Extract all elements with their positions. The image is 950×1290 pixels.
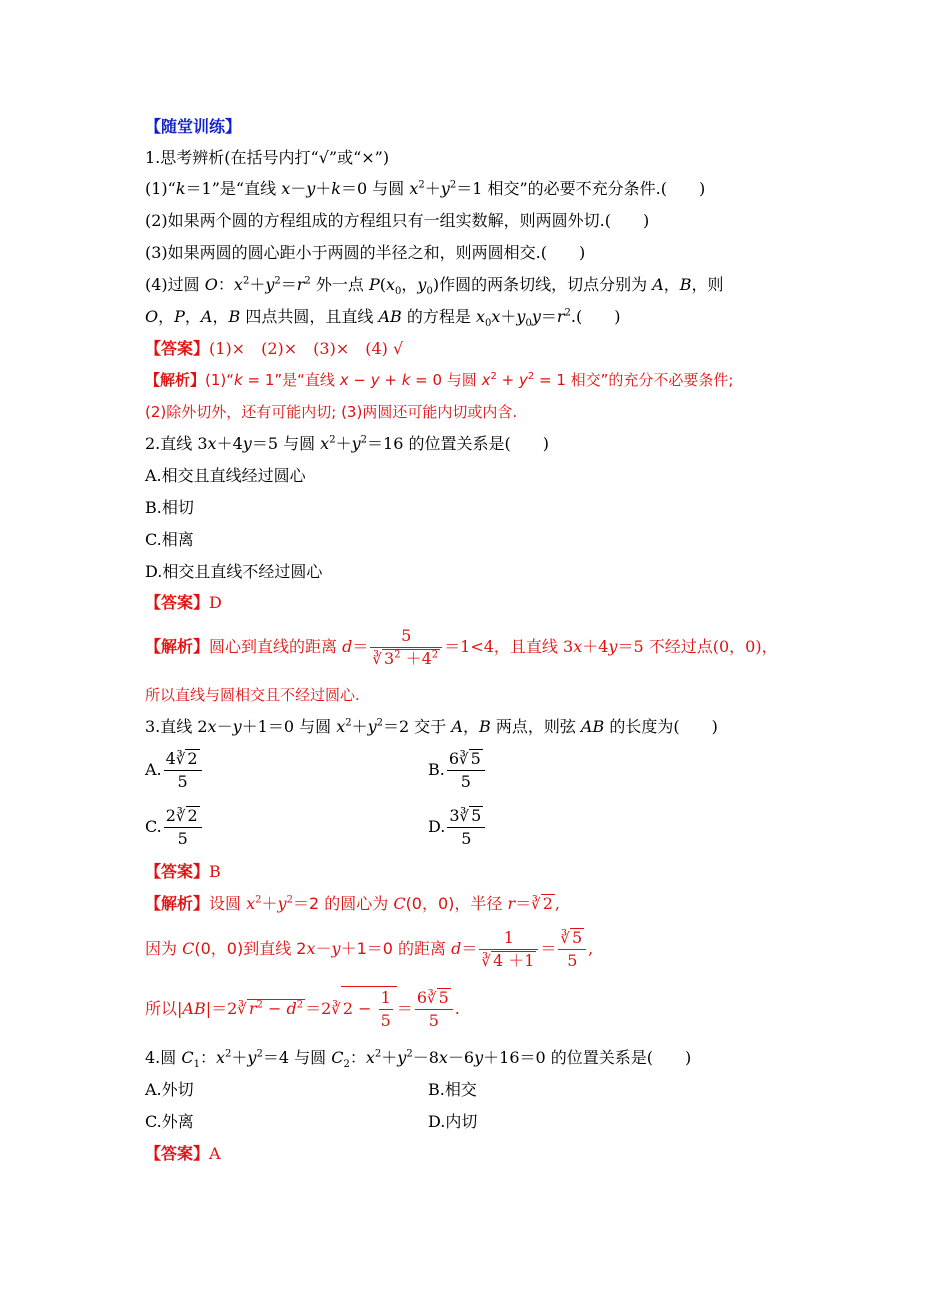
q4-stem: 4.圆 $C_1$：$x^2+y^2=4$ 与圆 $C_2$：$x^2+y^2-8x-6y+16=0$ 的位置关系是( ) xyxy=(145,1048,692,1071)
q2-option-d: D.相交且直线不经过圆心 xyxy=(145,562,323,581)
q2-answer: 【答案】D xyxy=(145,593,222,612)
q2-stem: 2.直线 3x＋4y＝5 与圆 $x^2+y^2=16$ 的位置关系是( ) xyxy=(145,434,549,453)
q3-stem: 3.直线 2x－y＋1＝0 与圆 $x^2+y^2=2$ 交于 A，B 两点，则弦 AB 的长度为( ) xyxy=(145,717,718,736)
q2-option-c: C.相离 xyxy=(145,530,194,549)
q2-option-b: B.相切 xyxy=(145,498,194,517)
q4-option-d: D.内切 xyxy=(428,1112,478,1131)
q1-statement-4: (4)过圆 O：$x^2+y^2=r^2$ 外一点 $P(x_0$，$y_0$)作圆的两条切线，切点分别为 A，B，则 xyxy=(145,275,724,298)
q3-analysis-3: 所以|AB|＝2∛ $r^2 - d^2$ ＝2∛ 2 − $\frac{1}{5}$ ＝ $\frac{6∛ 5}{5}$ . xyxy=(145,988,460,1030)
q1-statement-3: (3)如果两圆的圆心距小于两圆的半径之和，则两圆相交.( ) xyxy=(145,243,586,262)
q4-option-c: C.外离 xyxy=(145,1112,194,1131)
q2-analysis-1: 【解析】圆心到直线的距离 d＝ $\frac{5}{∛ 3^2 +4^2}$ ＝1<4，且直线 3x＋4y＝5 不经过点(0，0)， xyxy=(145,626,778,668)
q1-statement-2: (2)如果两个圆的方程组成的方程组只有一组实数解，则两圆外切.( ) xyxy=(145,211,650,230)
q1-answer: 【答案】(1)× (2)× (3)× (4) √ xyxy=(145,339,404,358)
q2-analysis-2: 所以直线与圆相交且不经过圆心. xyxy=(145,686,360,704)
q4-option-a: A.外切 xyxy=(145,1080,194,1099)
q3-option-a: A. $\frac{4∛ 2}{5}$ xyxy=(145,746,204,794)
q4-option-b: B.相交 xyxy=(428,1080,477,1099)
q3-answer: 【答案】B xyxy=(145,862,221,881)
q1-statement-1: (1)“k＝1”是“直线 x－y＋k＝0 与圆 $x^2+y^2=1$ 相交”的必要不充分条件.( ) xyxy=(145,179,706,198)
q3-option-d: D. $\frac{3∛ 5}{5}$ xyxy=(428,803,487,851)
q1-analysis-1: 【解析】(1)“k = 1”是“直线 x − y + k = 0 与圆 $x^2 + y^2 = 1$ 相交”的充分不必要条件; xyxy=(145,371,734,389)
q1-analysis-2: (2)除外切外，还有可能内切; (3)两圆还可能内切或内含. xyxy=(145,403,518,421)
q4-answer: 【答案】A xyxy=(145,1144,221,1163)
q3-analysis-1: 【解析】设圆 $x^2+y^2=2$ 的圆心为 C(0，0)，半径 r＝∛ 2 , xyxy=(145,894,561,913)
q3-option-c: C. $\frac{2∛ 2}{5}$ xyxy=(145,803,204,851)
q2-option-a: A.相交且直线经过圆心 xyxy=(145,466,306,485)
q1-statement-4-cont: O，P，A，B 四点共圆，且直线 AB 的方程是 $x_0x+y_0y=r^2$.( ) xyxy=(145,307,621,330)
section-title: 【随堂训练】 xyxy=(145,117,242,136)
q3-option-b: B. $\frac{6∛ 5}{5}$ xyxy=(428,746,487,794)
q2-distance-fraction: $\frac{5}{∛ 3^2 +4^2}$ xyxy=(370,625,442,670)
q3-analysis-2: 因为 C(0，0)到直线 2x－y＋1＝0 的距离 d＝ $\frac{1}{∛ 4 +1}$ ＝ $\frac{∛ 5}{5}$ , xyxy=(145,928,594,970)
q1-stem: 1.思考辨析(在括号内打“√”或“×”) xyxy=(145,148,390,167)
